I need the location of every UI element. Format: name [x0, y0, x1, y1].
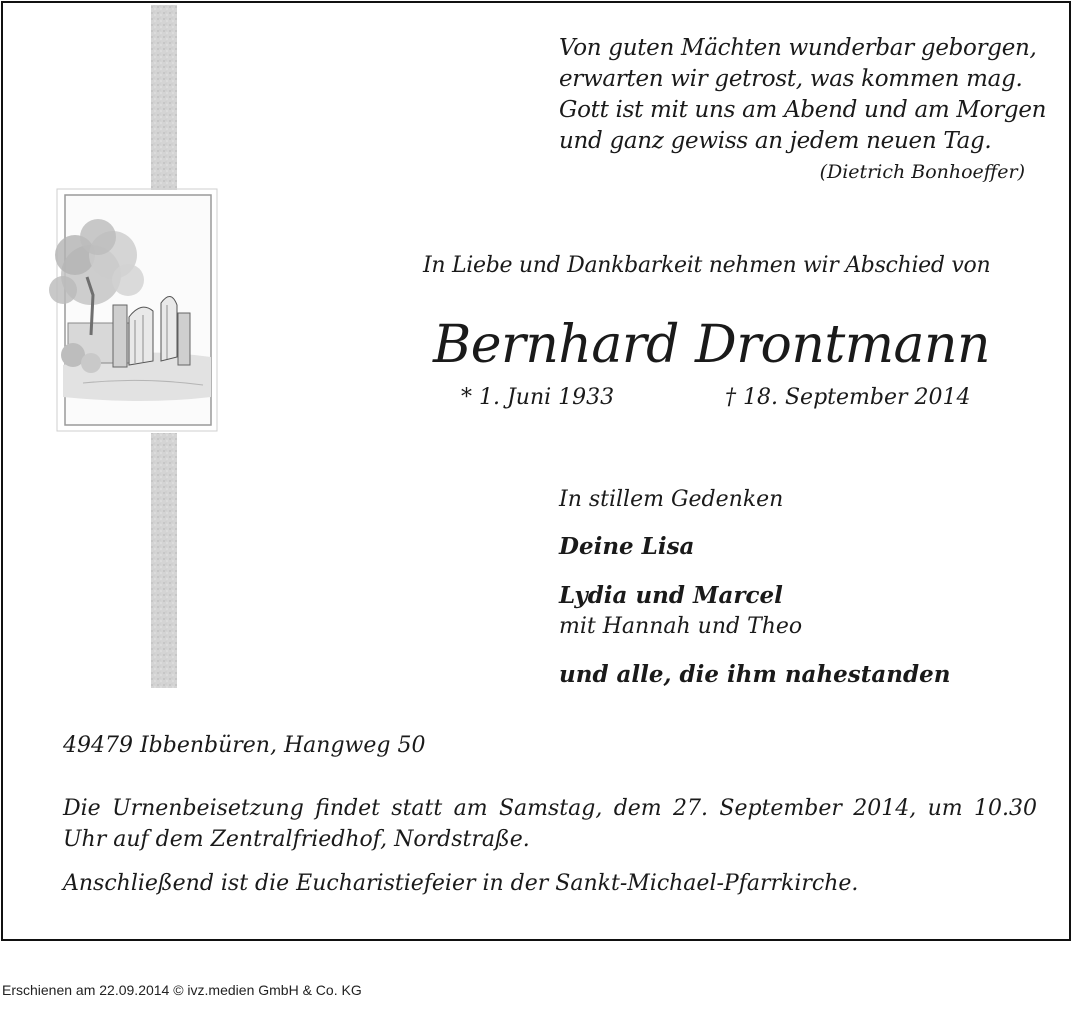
- poem-line: Gott ist mit uns am Abend und am Morgen: [559, 97, 1047, 123]
- publication-footer: Erschienen am 22.09.2014 © ivz.medien GmbH & Co. KG: [2, 982, 362, 998]
- after-service-info: Anschließend ist die Eucharistiefeier in der Sankt-Michael-Pfarrkirche.: [63, 871, 859, 896]
- intro-text: In Liebe und Dankbarkeit nehmen wir Abschied von: [423, 253, 991, 278]
- memory-heading: In stillem Gedenken: [559, 487, 784, 512]
- mourner-line: Deine Lisa: [559, 533, 695, 560]
- deceased-name: Bernhard Drontmann: [433, 315, 991, 375]
- service-info: Die Urnenbeisetzung findet statt am Samstag, dem 27. September 2014, um 10.30 Uhr auf dem Zentralfriedhof, Nordstraße.: [63, 796, 1037, 852]
- garden-gate-illustration: [43, 5, 243, 695]
- address: 49479 Ibbenbüren, Hangweg 50: [63, 733, 426, 758]
- poem-line: erwarten wir getrost, was kommen mag.: [559, 66, 1023, 92]
- death-date: † 18. September 2014: [725, 385, 971, 410]
- poem: [559, 33, 1046, 157]
- obituary-frame: [1, 1, 1071, 941]
- poem-line: Von guten Mächten wunderbar geborgen,: [559, 35, 1037, 61]
- poem-author: (Dietrich Bonhoeffer): [819, 161, 1025, 183]
- mourner-subline: mit Hannah und Theo: [559, 614, 803, 639]
- mourner-line: Lydia und Marcel: [559, 582, 783, 609]
- birth-date: * 1. Juni 1933: [461, 385, 615, 410]
- mourner-line: und alle, die ihm nahestanden: [559, 661, 951, 688]
- poem-line: und ganz gewiss an jedem neuen Tag.: [559, 128, 992, 154]
